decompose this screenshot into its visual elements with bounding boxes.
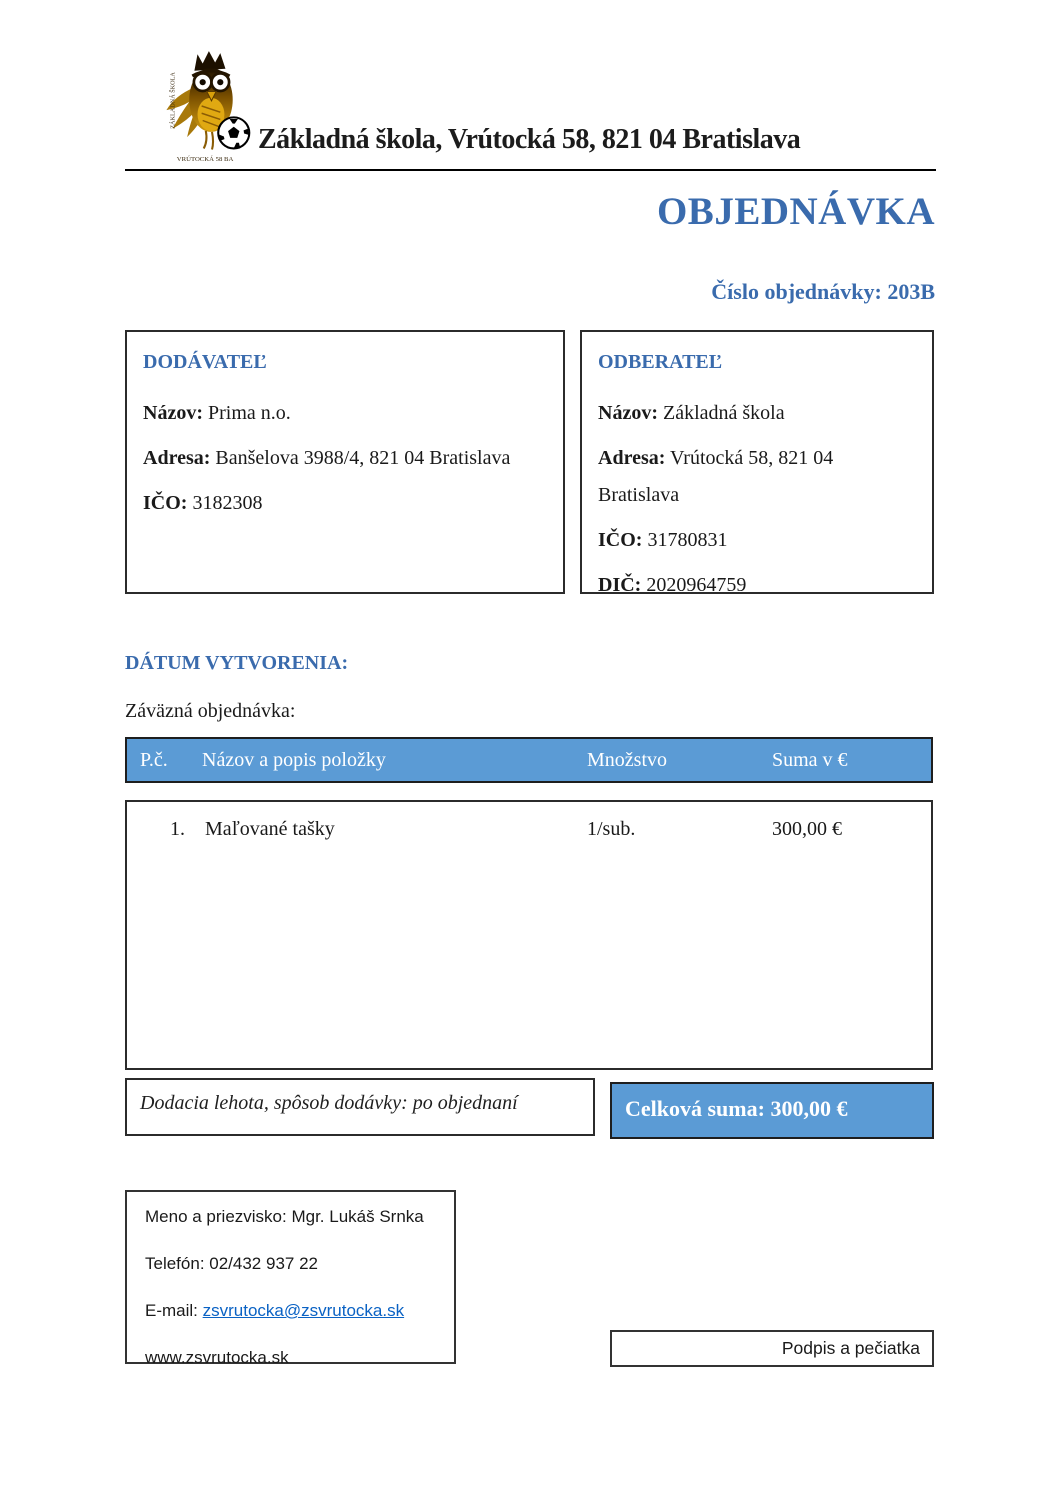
customer-dic-value: 2020964759 [646, 574, 747, 596]
item-quantity: 1/sub. [587, 818, 636, 840]
customer-ico-label: IČO: [598, 529, 643, 551]
logo-side-caption: ZÁKLADNÁ ŠKOLA [169, 72, 177, 129]
customer-address-label: Adresa: [598, 447, 666, 469]
supplier-address-label: Adresa: [143, 447, 211, 469]
owl-with-football-icon [160, 48, 264, 164]
supplier-heading: DODÁVATEĽ [143, 351, 267, 373]
supplier-box [125, 330, 565, 594]
item-sum: 300,00 € [772, 818, 842, 840]
contact-email-line [145, 1301, 436, 1321]
contact-box [125, 1190, 456, 1367]
customer-dic [598, 567, 916, 604]
customer-address [598, 440, 916, 514]
supplier-name [143, 395, 547, 432]
items-table-body [125, 800, 933, 1070]
contact-phone: Telefón: 02/432 937 22 [145, 1254, 318, 1273]
total-sum-text: Celková suma: 300,00 € [625, 1096, 848, 1121]
item-name: Maľované tašky [205, 818, 335, 840]
document-title: OBJEDNÁVKA [656, 190, 935, 233]
school-owl-logo [160, 48, 264, 164]
school-name-header: Základná škola, Vrútocká 58, 821 04 Bratislava [258, 124, 801, 155]
header-col-sum: Suma v € [772, 749, 848, 771]
contact-person: Meno a priezvisko: Mgr. Lukáš Srnka [145, 1207, 424, 1226]
item-number: 1. [170, 818, 185, 840]
customer-name [598, 395, 916, 432]
supplier-ico-label: IČO: [143, 492, 188, 514]
header-col-quantity: Množstvo [587, 749, 667, 771]
logo-bottom-caption: VRÚTOCKÁ 58 BA [176, 155, 234, 163]
customer-ico [598, 522, 916, 559]
email-link[interactable]: zsvrutocka@zsvrutocka.sk [202, 1301, 405, 1320]
creation-date-label: DÁTUM VYTVORENIA: [125, 652, 349, 674]
total-sum-box [610, 1082, 934, 1139]
customer-box [580, 330, 934, 594]
items-table-header [125, 737, 933, 783]
customer-name-value: Základná škola [662, 402, 785, 424]
email-label: E-mail: [145, 1301, 203, 1320]
customer-dic-label: DIČ: [598, 574, 642, 596]
signature-label: Podpis a pečiatka [781, 1338, 920, 1358]
customer-name-label: Názov: [598, 402, 658, 424]
customer-ico-value: 31780831 [647, 529, 728, 551]
contact-website: www.zsvrutocka.sk [145, 1348, 289, 1367]
supplier-name-label: Názov: [143, 402, 203, 424]
order-intro-text: Záväzná objednávka: [125, 700, 296, 722]
customer-heading: ODBERATEĽ [598, 351, 723, 373]
header-col-number: P.č. [140, 749, 168, 771]
supplier-ico [143, 485, 547, 522]
supplier-name-value: Prima n.o. [207, 402, 291, 424]
signature-box [610, 1330, 934, 1367]
supplier-address [143, 440, 547, 477]
supplier-ico-value: 3182308 [192, 492, 263, 514]
header-col-name: Názov a popis položky [202, 749, 386, 771]
customer-address-value: Vrútocká 58, 821 04 Bratislava [598, 447, 834, 506]
delivery-note-text: Dodacia lehota, spôsob dodávky: po objednaní [140, 1092, 518, 1114]
delivery-note-box [125, 1078, 595, 1136]
header-divider [125, 169, 936, 171]
supplier-address-value: Banšelova 3988/4, 821 04 Bratislava [215, 447, 511, 469]
order-number: Číslo objednávky: 203B [711, 279, 935, 304]
table-row [127, 808, 931, 848]
